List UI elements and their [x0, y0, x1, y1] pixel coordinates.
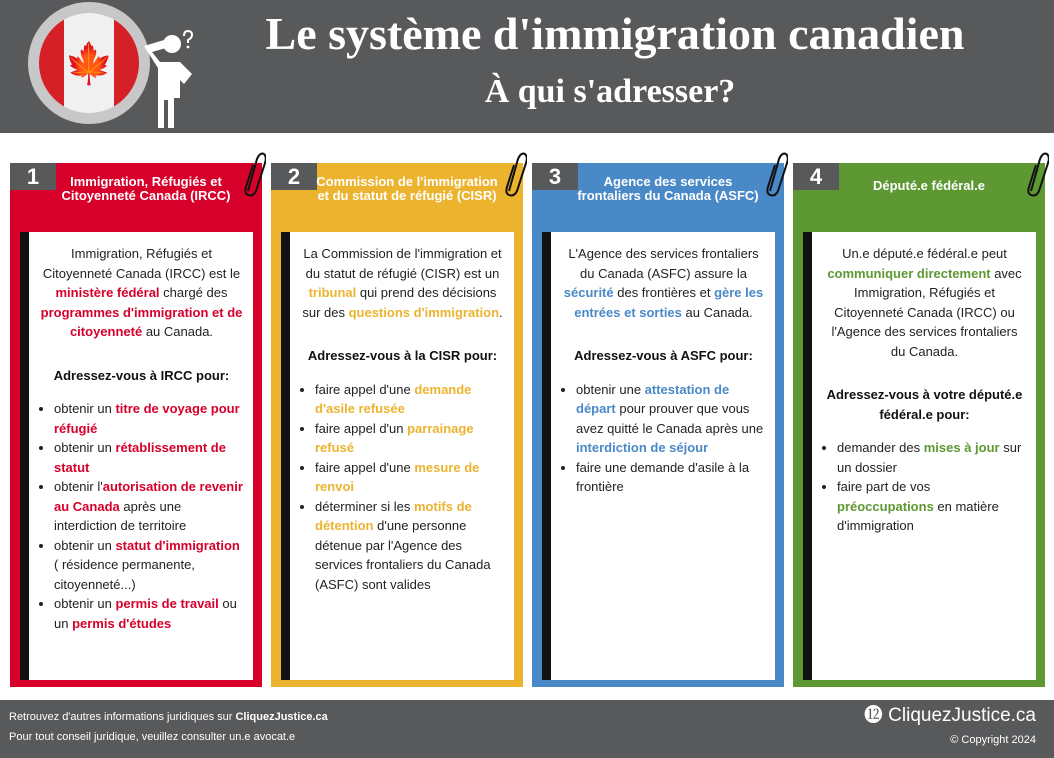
cliquezjustice-link[interactable]: CliquezJustice.ca: [235, 711, 328, 723]
card-number: 4: [793, 163, 839, 190]
list-item: [315, 458, 504, 497]
canada-flag-icon: 🍁: [28, 2, 150, 124]
footer-line1: [9, 711, 328, 723]
text: Immigration, Réfugiés et Citoyenneté Canada (IRCC) est le: [42, 246, 241, 281]
list-item: [315, 497, 504, 595]
card-3: [532, 163, 784, 687]
card-list: [301, 380, 504, 595]
logo-icon: ⓬: [863, 705, 889, 726]
card-body: [803, 232, 1036, 680]
page-subtitle: À qui s'adresser?: [484, 73, 736, 110]
highlight-text: motifs de détention: [315, 498, 472, 533]
text: au Canada.: [681, 304, 753, 320]
highlight-text: tribunal: [308, 285, 357, 300]
footer-text: Retrouvez d'autres informations juridiques sur: [9, 711, 236, 723]
list-item: [54, 594, 243, 633]
card-intro: [562, 244, 765, 322]
text: faire appel d'une: [315, 459, 415, 475]
card-intro: [301, 244, 504, 322]
card-lead: Adressez-vous à ASFC pour:: [574, 348, 753, 363]
highlight-text: attestation de départ: [576, 381, 730, 416]
highlight-text: ministère fédéral: [55, 285, 160, 300]
card-title: Député.e fédéral.e: [873, 178, 985, 193]
footer-line2: Pour tout conseil juridique, veuillez consulter un.e avocat.e: [9, 731, 296, 743]
card-number: 1: [10, 163, 56, 190]
text: déterminer si les: [315, 498, 414, 514]
paperclip-icon: [501, 151, 527, 197]
text: en matière d'immigration: [837, 498, 999, 533]
text: pour prouver que vous avez quitté le Canada après une: [576, 401, 764, 436]
card-lead: Adressez-vous à la CISR pour:: [307, 348, 498, 363]
highlight-text: permis d'études: [72, 615, 172, 631]
logo-text: CliquezJustice.ca: [888, 705, 1036, 726]
paperclip-icon: [762, 151, 788, 197]
highlight-text: mesure de renvoi: [315, 459, 480, 494]
list-item: [576, 458, 765, 497]
text: ou un: [54, 596, 237, 631]
text: .: [499, 304, 503, 320]
card-body: [20, 232, 253, 680]
highlight-text: questions d'immigration: [348, 304, 500, 320]
text: obtenir l': [54, 479, 103, 494]
card-title: Agence des services frontaliers du Canada (ASFC): [577, 174, 759, 203]
text: sur un dossier: [837, 440, 1022, 475]
text: avec Immigration, Réfugiés et Citoyenneté Canada (IRCC) ou l'Agence des services frontaliers du Canada.: [831, 265, 1022, 359]
text: ( résidence permanente, citoyenneté...): [54, 557, 195, 592]
text: faire appel d'une: [315, 381, 415, 397]
card-body: [542, 232, 775, 680]
card-title: Commission de l'immigration et du statut de réfugié (CISR): [316, 174, 498, 203]
list-item: [315, 380, 504, 419]
text: après une interdiction de territoire: [54, 498, 187, 533]
highlight-text: préoccupations: [837, 498, 934, 514]
text: chargé des: [159, 285, 228, 300]
highlight-text: interdiction de séjour: [576, 440, 709, 455]
list-item: [576, 380, 765, 458]
list-item: [54, 536, 243, 595]
footer: [0, 700, 1054, 758]
header-banner: [0, 0, 1054, 133]
card-intro: [823, 244, 1026, 361]
highlight-text: titre de voyage pour réfugié: [54, 401, 240, 436]
list-item: [54, 438, 243, 477]
copyright: © Copyright 2024: [950, 734, 1036, 746]
list-item: [54, 477, 243, 536]
text: faire part de vos: [837, 479, 931, 494]
card-lead: Adressez-vous à IRCC pour:: [53, 367, 230, 383]
text: obtenir un: [54, 537, 116, 553]
card-intro: [40, 244, 243, 342]
cliquezjustice-logo: [864, 705, 1036, 727]
highlight-text: programmes d'immigration et de citoyenneté: [40, 304, 243, 339]
card-number: 3: [532, 163, 578, 190]
highlight-text: parrainage refusé: [315, 420, 474, 455]
card-list: [40, 399, 243, 633]
list-item: [837, 477, 1026, 536]
highlight-text: gère les entrées et sorties: [574, 285, 764, 320]
text: L'Agence des services frontaliers du Canada (ASFC) assure la: [568, 246, 759, 281]
list-item: [315, 419, 504, 458]
thinking-person-icon: [140, 28, 202, 128]
highlight-text: autorisation de revenir au Canada: [54, 479, 243, 514]
text: au Canada.: [142, 324, 214, 339]
text: obtenir une: [576, 381, 645, 397]
text: qui prend des décisions sur des: [302, 285, 497, 320]
card-1: [10, 163, 262, 687]
card-list: [823, 438, 1026, 536]
card-lead: Adressez-vous à votre député.e fédéral.e pour:: [826, 387, 1023, 422]
list-item: [54, 399, 243, 438]
card-4: [793, 163, 1045, 687]
highlight-text: mises à jour: [923, 440, 1000, 455]
card-number: 2: [271, 163, 317, 190]
text: obtenir un: [54, 401, 116, 416]
card-2: [271, 163, 523, 687]
paperclip-icon: [1023, 151, 1049, 197]
highlight-text: sécurité: [563, 285, 614, 300]
highlight-text: demande d'asile refusée: [315, 381, 472, 416]
card-body: [281, 232, 514, 680]
card-title: Immigration, Réfugiés et Citoyenneté Canada (IRCC): [61, 174, 231, 203]
text: Un.e député.e fédéral.e peut: [842, 246, 1007, 261]
text: faire une demande d'asile à la frontière: [576, 459, 750, 494]
text: demander des: [837, 440, 924, 455]
text: obtenir un: [54, 440, 116, 455]
card-list: [562, 380, 765, 497]
highlight-text: statut d'immigration: [115, 537, 240, 553]
text: faire appel d'un: [315, 420, 408, 436]
text: obtenir un: [54, 596, 116, 611]
text: La Commission de l'immigration et du statut de réfugié (CISR) est un: [303, 246, 502, 281]
list-item: [837, 438, 1026, 477]
paperclip-icon: [240, 151, 266, 197]
highlight-text: communiquer directement: [827, 265, 991, 281]
highlight-text: rétablissement de statut: [54, 440, 226, 475]
text: des frontières et: [613, 285, 715, 300]
page-title: Le système d'immigration canadien: [265, 8, 965, 59]
highlight-text: permis de travail: [115, 596, 219, 611]
text: d'une personne détenue par l'Agence des services frontaliers du Canada (ASFC) sont valides: [315, 518, 491, 592]
